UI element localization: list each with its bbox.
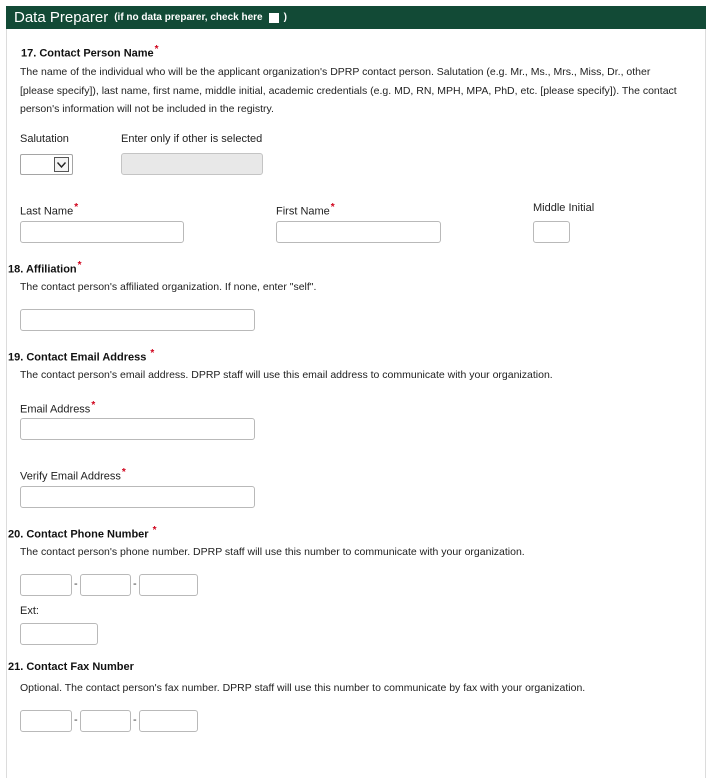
last-name-label — [20, 202, 78, 218]
q18-description: The contact person's affiliated organization. If none, enter "self". — [20, 281, 317, 293]
q19-title-text: 19. Contact Email Address — [8, 351, 147, 364]
phone-ext-label: Ext: — [20, 605, 39, 617]
phone-ext-input[interactable] — [20, 623, 98, 645]
fax-separator: - — [74, 714, 78, 726]
first-name-label — [276, 202, 335, 218]
fax-prefix-input[interactable] — [80, 710, 131, 732]
q20-description: The contact person's phone number. DPRP staff will use this number to communicate with your organization. — [20, 546, 525, 558]
phone-area-code-input[interactable] — [20, 574, 72, 596]
required-marker: * — [74, 202, 79, 213]
chevron-down-icon — [54, 157, 69, 172]
salutation-select[interactable] — [20, 154, 73, 175]
last-name-label-text: Last Name — [20, 205, 74, 218]
q19-title — [8, 348, 154, 364]
note-close-paren: ) — [283, 12, 287, 23]
required-marker: * — [91, 400, 96, 411]
email-label-text: Email Address — [20, 403, 91, 416]
section-header-data-preparer — [6, 6, 706, 29]
q21-title: 21. Contact Fax Number — [8, 661, 134, 673]
q17-title-text: 17. Contact Person Name — [21, 47, 154, 60]
verify-email-label-text: Verify Email Address — [20, 470, 121, 483]
first-name-label-text: First Name — [276, 205, 330, 218]
no-preparer-note: (if no data preparer, check here — [114, 12, 263, 23]
phone-separator: - — [74, 578, 78, 590]
email-label — [20, 400, 95, 416]
fax-separator: - — [133, 714, 137, 726]
middle-initial-input[interactable] — [533, 221, 570, 243]
q17-description: The name of the individual who will be the applicant organization's DPRP contact person. Salutation (e.g. Mr., Ms., Mrs., Miss, Dr., other [please specify]), last name, first name, middle initial, academic credentials (e.g. MD, RN, MPH, MPA, PhD, etc. [please specify]). The contact person's information will not be included in the registry. — [20, 66, 677, 115]
middle-initial-label: Middle Initial — [533, 202, 595, 214]
required-marker: * — [154, 44, 159, 55]
required-marker: * — [150, 348, 155, 359]
affiliation-input[interactable] — [20, 309, 255, 331]
verify-email-label — [20, 467, 126, 483]
q18-title-text: 18. Affiliation — [8, 263, 77, 276]
salutation-label: Salutation — [20, 133, 69, 145]
required-marker: * — [121, 467, 126, 478]
other-salutation-input[interactable] — [121, 153, 263, 175]
phone-prefix-input[interactable] — [80, 574, 131, 596]
first-name-input[interactable] — [276, 221, 441, 243]
email-input[interactable] — [20, 418, 255, 440]
last-name-input[interactable] — [20, 221, 184, 243]
other-salutation-label: Enter only if other is selected — [121, 133, 263, 145]
phone-line-input[interactable] — [139, 574, 198, 596]
q20-title-text: 20. Contact Phone Number — [8, 528, 149, 541]
required-marker: * — [330, 202, 335, 213]
q19-description: The contact person's email address. DPRP staff will use this email address to communicate with your organization. — [20, 369, 553, 381]
q17-title — [21, 44, 159, 60]
q21-description: Optional. The contact person's fax number. DPRP staff will use this number to communicate by fax with your organization. — [20, 682, 586, 694]
q20-title — [8, 525, 157, 541]
fax-area-code-input[interactable] — [20, 710, 72, 732]
no-preparer-checkbox[interactable] — [269, 13, 279, 23]
q18-title — [8, 260, 82, 276]
fax-line-input[interactable] — [139, 710, 198, 732]
required-marker: * — [152, 525, 157, 536]
section-title: Data Preparer — [14, 9, 109, 26]
phone-separator: - — [133, 578, 137, 590]
verify-email-input[interactable] — [20, 486, 255, 508]
required-marker: * — [77, 260, 82, 271]
